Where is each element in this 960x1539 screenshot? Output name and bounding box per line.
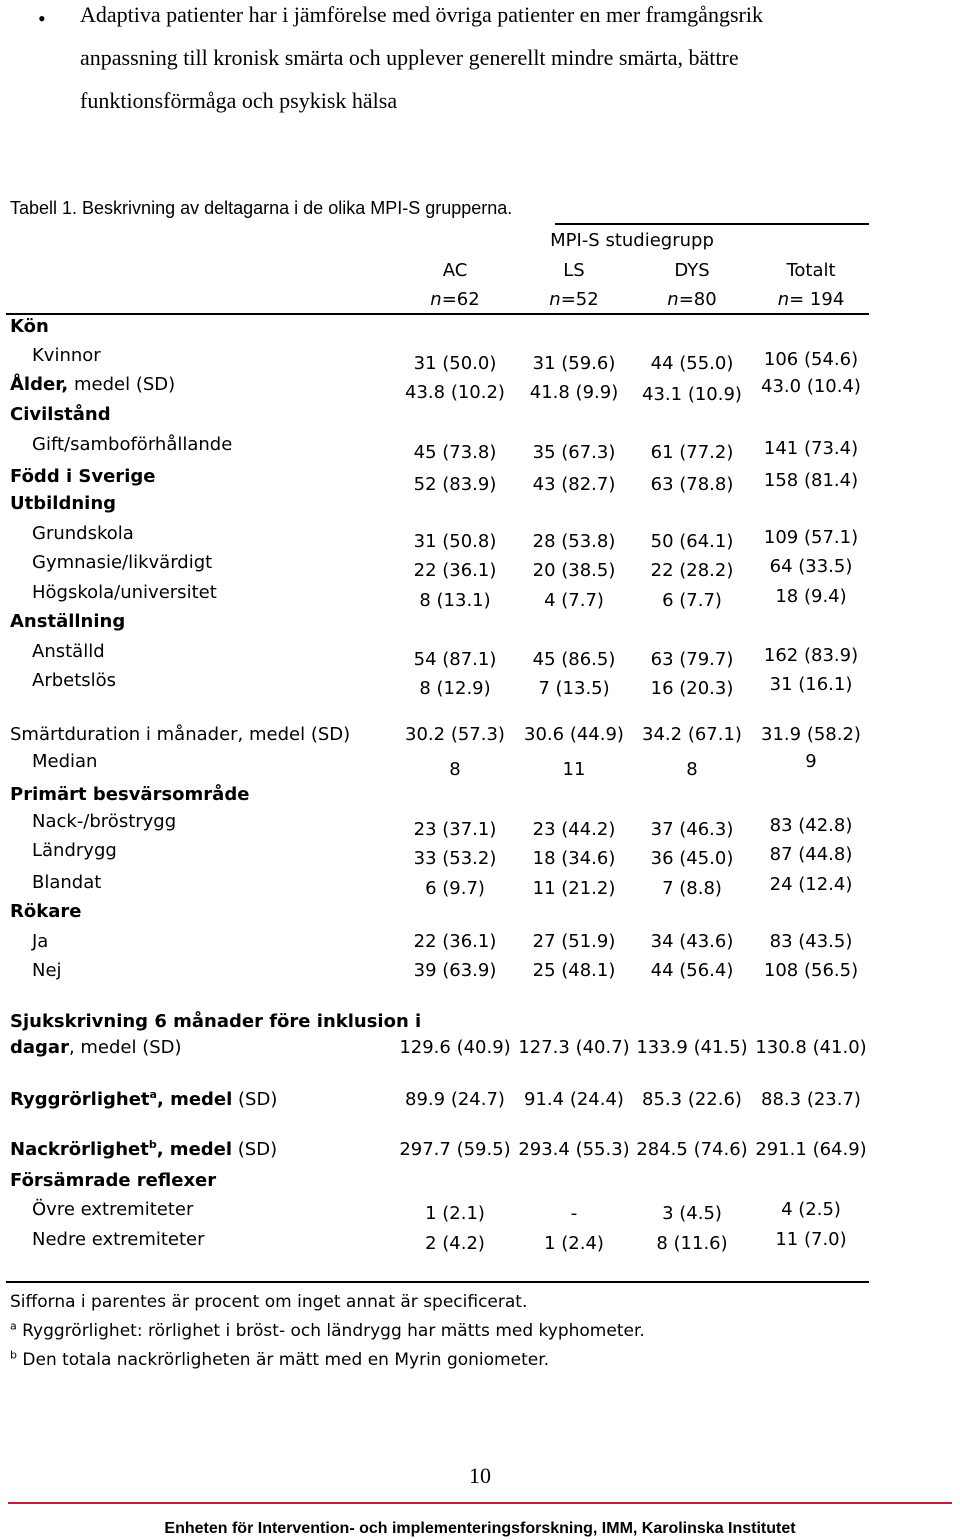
row-label <box>32 345 101 366</box>
table-cell: 45 (73.8) <box>413 442 497 463</box>
table-cell: 158 (81.4) <box>763 470 859 491</box>
column-header-dys: DYS <box>674 260 710 281</box>
table-cell: 63 (78.8) <box>650 474 734 495</box>
table-cell: 297.7 (59.5) <box>399 1139 511 1160</box>
table-cell: 1 (2.4) <box>544 1233 604 1254</box>
table-cell: 28 (53.8) <box>532 531 616 552</box>
table-cell: 6 (7.7) <box>662 590 722 611</box>
row-label-text: Anställd <box>32 641 105 662</box>
row-label-rest: (SD) <box>232 1089 278 1110</box>
row-label-bold: Ryggrörlighet <box>10 1089 150 1110</box>
footnote-a-text: Ryggrörlighet: rörlighet i bröst- och ländrygg har mätts med kyphometer. <box>16 1321 645 1341</box>
table-cell: 23 (44.2) <box>532 819 616 840</box>
bullet-text-line-2: anpassning till kronisk smärta och upplever generellt mindre smärta, bättre <box>80 45 739 70</box>
row-label <box>32 670 116 691</box>
table-cell: 34.2 (67.1) <box>642 724 742 745</box>
row-label-text: Blandat <box>32 872 102 893</box>
table-cell: 11 <box>562 759 586 780</box>
table-cell: 34 (43.6) <box>650 931 734 952</box>
table-cell: 31 (50.8) <box>413 531 497 552</box>
table-cell: 7 (8.8) <box>662 878 722 899</box>
count-value: =80 <box>678 289 717 310</box>
row-label <box>32 1199 193 1220</box>
table-cell: 31 (59.6) <box>532 353 616 374</box>
row-label-text: Försämrade reflexer <box>10 1170 217 1191</box>
row-label <box>10 784 249 805</box>
row-label-text: Civilstånd <box>10 404 111 425</box>
row-label <box>32 811 176 832</box>
row-label-bold: dagar <box>10 1037 69 1058</box>
table-cell: 43 (82.7) <box>532 474 616 495</box>
row-label <box>32 1229 205 1250</box>
row-label-bold: Nackrörlighet <box>10 1139 149 1160</box>
footnote-general: Sifforna i parentes är procent om inget annat är specificerat. <box>10 1292 528 1312</box>
table-cell: 22 (28.2) <box>650 560 734 581</box>
row-label-text: Född i Sverige <box>10 466 156 487</box>
table-cell: 293.4 (55.3) <box>518 1139 630 1160</box>
column-count-ac <box>430 289 479 310</box>
table-cell: 33 (53.2) <box>413 848 497 869</box>
row-label <box>32 931 48 952</box>
table-cell: 6 (9.7) <box>425 878 485 899</box>
column-header-totalt: Totalt <box>786 260 836 281</box>
table-cell: 141 (73.4) <box>763 438 859 459</box>
table-cell: 44 (55.0) <box>650 353 734 374</box>
row-label-rest: , medel (SD) <box>68 1037 182 1058</box>
column-header-ls: LS <box>563 260 585 281</box>
table-cell: 129.6 (40.9) <box>399 1037 511 1058</box>
row-label-text: Högskola/universitet <box>32 582 217 603</box>
table-cell: 2 (4.2) <box>425 1233 485 1254</box>
row-label <box>32 751 97 772</box>
count-prefix: n <box>549 289 561 310</box>
table-cell: 284.5 (74.6) <box>636 1139 748 1160</box>
row-label <box>32 582 217 603</box>
table-bottom-rule <box>6 1281 869 1283</box>
table-cell: 27 (51.9) <box>532 931 616 952</box>
table-cell: 106 (54.6) <box>763 349 859 370</box>
row-label <box>10 724 350 745</box>
table-cell: 1 (2.1) <box>425 1203 485 1224</box>
table-cell: 30.2 (57.3) <box>405 724 505 745</box>
row-label-text: Utbildning <box>10 493 117 514</box>
table-cell: 109 (57.1) <box>763 527 859 548</box>
table-cell: 50 (64.1) <box>650 531 734 552</box>
table-cell: 64 (33.5) <box>769 556 853 577</box>
row-label <box>10 1170 216 1191</box>
table-cell: 22 (36.1) <box>413 931 497 952</box>
table-cell: 130.8 (41.0) <box>755 1037 867 1058</box>
row-label <box>10 466 155 487</box>
bullet-text-line-3: funktionsförmåga och psykisk hälsa <box>80 88 398 113</box>
row-label-rest: (SD) <box>232 1139 278 1160</box>
column-count-ls <box>549 289 598 310</box>
table-cell: 18 (9.4) <box>775 586 847 607</box>
table-cell: 45 (86.5) <box>532 649 616 670</box>
table-cell: 8 <box>449 759 461 780</box>
table-cell: 16 (20.3) <box>650 678 734 699</box>
table-cell: 8 (11.6) <box>656 1233 728 1254</box>
table-cell: 43.8 (10.2) <box>405 382 505 403</box>
table-cell: 24 (12.4) <box>769 874 853 895</box>
row-label <box>32 840 117 861</box>
table-cell: 291.1 (64.9) <box>755 1139 867 1160</box>
footnote-marker: a <box>149 1088 157 1101</box>
row-label-text: Rökare <box>10 901 82 922</box>
column-header-ac: AC <box>442 260 468 281</box>
row-label <box>10 493 116 514</box>
count-value: =52 <box>560 289 599 310</box>
table-cell: 89.9 (24.7) <box>405 1089 505 1110</box>
row-label-text: Median <box>32 751 98 772</box>
row-label-line-1: Sjukskrivning 6 månader före inklusion i <box>10 1011 422 1032</box>
row-label <box>10 1139 277 1160</box>
row-label <box>10 374 175 395</box>
table-header-rule <box>6 313 869 315</box>
table-cell: 23 (37.1) <box>413 819 497 840</box>
table-cell: 88.3 (23.7) <box>761 1089 861 1110</box>
row-label-text: Anställning <box>10 611 126 632</box>
row-label <box>10 1089 277 1110</box>
row-label <box>32 552 212 573</box>
table-cell: 44 (56.4) <box>650 960 734 981</box>
page-number: 10 <box>469 1463 491 1488</box>
bullet-text-line-1: Adaptiva patienter har i jämförelse med övriga patienter en mer framgångsrik <box>80 2 763 27</box>
table-cell: 31.9 (58.2) <box>761 724 861 745</box>
count-prefix: n <box>430 289 442 310</box>
table-cell: 52 (83.9) <box>413 474 497 495</box>
row-label-text: Nack-/bröstrygg <box>32 811 177 832</box>
table-cell: 91.4 (24.4) <box>524 1089 624 1110</box>
table-cell: 4 (2.5) <box>781 1199 841 1220</box>
row-label-text: Ländrygg <box>32 840 117 861</box>
row-label-text: Primärt besvärsområde <box>10 784 250 805</box>
table-cell: 25 (48.1) <box>532 960 616 981</box>
row-label <box>32 434 232 455</box>
table-cell: 54 (87.1) <box>413 649 497 670</box>
table-cell: 37 (46.3) <box>650 819 734 840</box>
row-label-bold-2: , medel <box>156 1089 233 1110</box>
table-cell: 39 (63.9) <box>413 960 497 981</box>
footnote-b <box>10 1350 549 1370</box>
table-cell: 31 (16.1) <box>769 674 853 695</box>
footnote-a-marker: a <box>10 1319 17 1333</box>
table-cell: 108 (56.5) <box>763 960 859 981</box>
table-cell: 9 <box>805 751 817 772</box>
table-cell: 18 (34.6) <box>532 848 616 869</box>
table-cell: 35 (67.3) <box>532 442 616 463</box>
table-cell: 133.9 (41.5) <box>636 1037 748 1058</box>
row-label-line-2 <box>10 1037 182 1058</box>
table-cell: 8 (13.1) <box>419 590 491 611</box>
row-label-rest: medel (SD) <box>68 374 176 395</box>
row-label <box>10 404 111 425</box>
table-cell: 83 (43.5) <box>769 931 853 952</box>
footnote-marker: b <box>148 1138 157 1151</box>
row-label <box>10 901 81 922</box>
table-cell: 87 (44.8) <box>769 844 853 865</box>
table-cell: 36 (45.0) <box>650 848 734 869</box>
footnote-b-text: Den totala nackrörligheten är mätt med en Myrin goniometer. <box>16 1350 550 1370</box>
table-cell: 20 (38.5) <box>532 560 616 581</box>
table-cell: 8 <box>686 759 698 780</box>
count-value: = 194 <box>789 289 845 310</box>
row-label-text: Nedre extremiteter <box>32 1229 205 1250</box>
row-label-text: Kvinnor <box>32 345 101 366</box>
table-cell: 11 (7.0) <box>775 1229 847 1250</box>
table-cell: 162 (83.9) <box>763 645 859 666</box>
row-label-text: Nej <box>32 960 62 981</box>
row-label <box>32 641 105 662</box>
table-cell: 7 (13.5) <box>538 678 610 699</box>
row-label-text: Smärtduration i månader, medel (SD) <box>10 724 351 745</box>
table-cell: 11 (21.2) <box>532 878 616 899</box>
table-cell: 63 (79.7) <box>650 649 734 670</box>
footer-institution: Enheten för Intervention- och implementeringsforskning, IMM, Karolinska Institutet <box>164 1520 796 1537</box>
row-label <box>10 611 125 632</box>
row-label-bold-2: , medel <box>156 1139 233 1160</box>
table-top-rule <box>555 223 869 225</box>
count-prefix: n <box>777 289 790 310</box>
table-cell: 43.0 (10.4) <box>761 376 861 397</box>
row-label-text: Gymnasie/likvärdigt <box>32 552 213 573</box>
column-count-totalt <box>778 289 845 310</box>
count-prefix: n <box>667 289 679 310</box>
table-cell: 30.6 (44.9) <box>524 724 624 745</box>
row-label-text: Grundskola <box>32 523 134 544</box>
table-cell: 8 (12.9) <box>419 678 491 699</box>
row-label <box>32 872 101 893</box>
footnote-b-marker: b <box>10 1348 17 1362</box>
table-cell: 127.3 (40.7) <box>518 1037 630 1058</box>
row-label-text: Ja <box>32 931 49 952</box>
table-cell: 22 (36.1) <box>413 560 497 581</box>
footnote-a <box>10 1321 645 1341</box>
row-label-text: Kön <box>10 316 49 337</box>
table-cell: 43.1 (10.9) <box>642 384 742 405</box>
row-label-text: Övre extremiteter <box>32 1199 194 1220</box>
table-cell: 83 (42.8) <box>769 815 853 836</box>
bullet-icon: • <box>38 6 46 31</box>
footer-rule <box>8 1502 952 1504</box>
row-label <box>10 316 49 337</box>
table-cell: 41.8 (9.9) <box>529 382 619 403</box>
row-label <box>10 1011 421 1032</box>
table-cell: 61 (77.2) <box>650 442 734 463</box>
row-label <box>32 960 62 981</box>
row-label <box>32 523 134 544</box>
row-label-bold: Ålder, <box>10 374 69 395</box>
group-header: MPI-S studiegrupp <box>550 230 714 251</box>
table-cell: 4 (7.7) <box>544 590 604 611</box>
row-label-text: Arbetslös <box>32 670 117 691</box>
count-value: =62 <box>441 289 480 310</box>
table-cell: - <box>570 1203 578 1224</box>
column-count-dys <box>667 289 716 310</box>
table-cell: 3 (4.5) <box>662 1203 722 1224</box>
table-cell: 31 (50.0) <box>413 353 497 374</box>
table-cell: 85.3 (22.6) <box>642 1089 742 1110</box>
table-caption: Tabell 1. Beskrivning av deltagarna i de olika MPI-S grupperna. <box>10 198 513 218</box>
row-label-text: Gift/samboförhållande <box>32 434 233 455</box>
